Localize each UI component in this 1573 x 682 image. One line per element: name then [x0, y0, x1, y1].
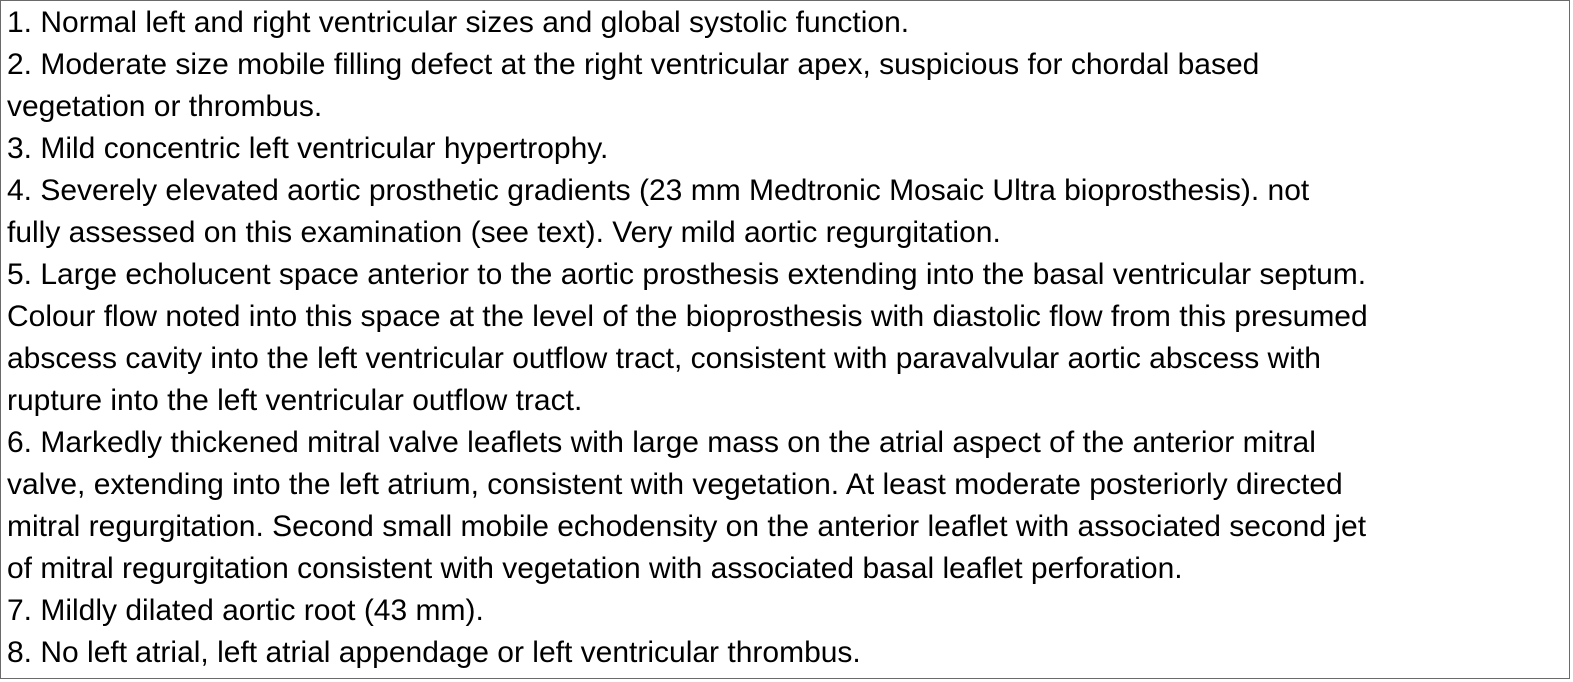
findings-list — [1, 1, 1569, 674]
finding-line: 8. No left atrial, left atrial appendage or left ventricular thrombus. — [7, 636, 861, 669]
finding-7 — [7, 590, 1569, 632]
finding-line: abscess cavity into the left ventricular outflow tract, consistent with paravalvular aortic abscess with — [7, 342, 1321, 375]
finding-5 — [7, 254, 1569, 422]
finding-line: 5. Large echolucent space anterior to the aortic prosthesis extending into the basal ventricular septum. — [7, 258, 1367, 291]
finding-8 — [7, 632, 1569, 674]
finding-3 — [7, 128, 1569, 170]
finding-4 — [7, 170, 1569, 254]
finding-line: rupture into the left ventricular outflow tract. — [7, 384, 583, 417]
finding-line: vegetation or thrombus. — [7, 90, 323, 123]
finding-2 — [7, 44, 1569, 128]
finding-line: 7. Mildly dilated aortic root (43 mm). — [7, 594, 484, 627]
finding-line: 2. Moderate size mobile filling defect at the right ventricular apex, suspicious for chordal based — [7, 48, 1260, 81]
finding-1 — [7, 2, 1569, 44]
finding-line: of mitral regurgitation consistent with vegetation with associated basal leaflet perforation. — [7, 552, 1183, 585]
finding-line: 3. Mild concentric left ventricular hypertrophy. — [7, 132, 609, 165]
finding-line: 4. Severely elevated aortic prosthetic gradients (23 mm Medtronic Mosaic Ultra bioprosthesis). not — [7, 174, 1310, 207]
finding-line: fully assessed on this examination (see text). Very mild aortic regurgitation. — [7, 216, 1001, 249]
finding-6 — [7, 422, 1569, 590]
finding-line: mitral regurgitation. Second small mobile echodensity on the anterior leaflet with associated second jet — [7, 510, 1367, 543]
finding-line: 1. Normal left and right ventricular sizes and global systolic function. — [7, 6, 910, 39]
finding-line: valve, extending into the left atrium, consistent with vegetation. At least moderate posteriorly directed — [7, 468, 1343, 501]
finding-line: Colour flow noted into this space at the level of the bioprosthesis with diastolic flow from this presumed — [7, 300, 1368, 333]
finding-line: 6. Markedly thickened mitral valve leaflets with large mass on the atrial aspect of the anterior mitral — [7, 426, 1316, 459]
